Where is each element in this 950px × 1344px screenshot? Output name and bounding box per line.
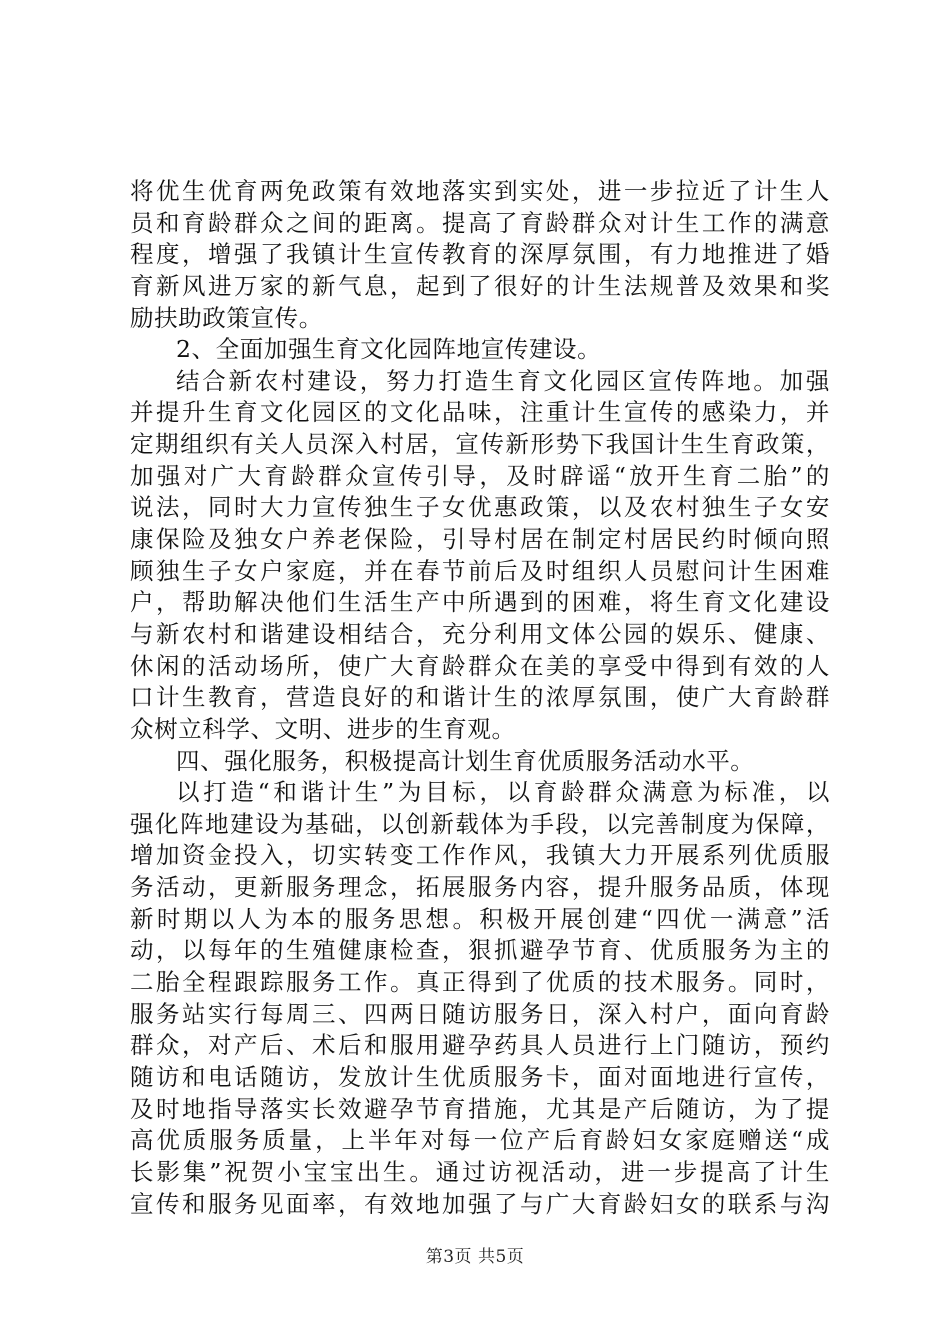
text-line: 群众，对产后、术后和服用避孕药具人员进行上门随访，预约 bbox=[130, 1031, 830, 1060]
text-line: 员和育龄群众之间的距离。提高了育龄群众对计生工作的满意 bbox=[130, 208, 830, 237]
text-line: 服务站实行每周三、四两日随访服务日，深入村户，面向育龄 bbox=[130, 999, 830, 1028]
section-heading: 2、全面加强生育文化园阵地宣传建设。 bbox=[176, 335, 602, 364]
text-line: 与新农村和谐建设相结合，充分利用文体公园的娱乐、健康、 bbox=[130, 619, 830, 648]
text-line: 育新风进万家的新气息，起到了很好的计生法规普及效果和奖 bbox=[130, 271, 830, 300]
text-line: 强化阵地建设为基础，以创新载体为手段，以完善制度为保障， bbox=[130, 809, 830, 838]
text-line: 增加资金投入，切实转变工作作风，我镇大力开展系列优质服 bbox=[130, 841, 830, 870]
text-line: 将优生优育两免政策有效地落实到实处，进一步拉近了计生人 bbox=[130, 177, 830, 205]
text-line: 随访和电话随访，发放计生优质服务卡，面对面地进行宣传， bbox=[130, 1062, 830, 1091]
text-line: 二胎全程跟踪服务工作。真正得到了优质的技术服务。同时， bbox=[130, 968, 830, 997]
text-line: 高优质服务质量，上半年对每一位产后育龄妇女家庭赠送“成 bbox=[130, 1126, 830, 1155]
text-line: 长影集”祝贺小宝宝出生。通过访视活动，进一步提高了计生 bbox=[130, 1157, 830, 1186]
text-line: 众树立科学、文明、进步的生育观。 bbox=[130, 714, 516, 743]
text-line: 结合新农村建设，努力打造生育文化园区宣传阵地。加强 bbox=[176, 366, 830, 395]
text-line: 宣传和服务见面率，有效地加强了与广大育龄妇女的联系与沟 bbox=[130, 1189, 830, 1218]
text-line: 励扶助政策宣传。 bbox=[130, 303, 323, 332]
text-line: 说法，同时大力宣传独生子女优惠政策，以及农村独生子女安 bbox=[130, 493, 830, 522]
text-line: 动，以每年的生殖健康检查，狠抓避孕节育、优质服务为主的 bbox=[130, 936, 830, 965]
text-line: 户，帮助解决他们生活生产中所遇到的困难，将生育文化建设 bbox=[130, 588, 830, 617]
text-line: 加强对广大育龄群众宣传引导，及时辟谣“放开生育二胎”的 bbox=[130, 461, 830, 490]
text-line: 新时期以人为本的服务思想。积极开展创建“四优一满意”活 bbox=[130, 904, 830, 933]
text-line: 康保险及独女户养老保险，引导村居在制定村居民约时倾向照 bbox=[130, 525, 830, 554]
text-line: 务活动，更新服务理念，拓展服务内容，提升服务品质，体现 bbox=[130, 873, 830, 902]
text-line: 并提升生育文化园区的文化品味，注重计生宣传的感染力，并 bbox=[130, 398, 830, 427]
text-line: 口计生教育，营造良好的和谐计生的浓厚氛围，使广大育龄群 bbox=[130, 683, 830, 712]
text-line: 程度，增强了我镇计生宣传教育的深厚氛围，有力地推进了婚 bbox=[130, 240, 830, 269]
page-number-footer: 第3页 共5页 bbox=[425, 1247, 525, 1267]
section-heading: 四、强化服务，积极提高计划生育优质服务活动水平。 bbox=[176, 746, 755, 775]
text-line: 定期组织有关人员深入村居，宣传新形势下我国计生生育政策， bbox=[130, 430, 830, 459]
text-line: 以打造“和谐计生”为目标，以育龄群众满意为标准，以 bbox=[176, 778, 830, 807]
text-line: 及时地指导落实长效避孕节育措施，尤其是产后随访，为了提 bbox=[130, 1094, 830, 1123]
text-line: 顾独生子女户家庭，并在春节前后及时组织人员慰问计生困难 bbox=[130, 556, 830, 585]
text-line: 休闲的活动场所，使广大育龄群众在美的享受中得到有效的人 bbox=[130, 651, 830, 680]
document-body bbox=[130, 176, 830, 1220]
